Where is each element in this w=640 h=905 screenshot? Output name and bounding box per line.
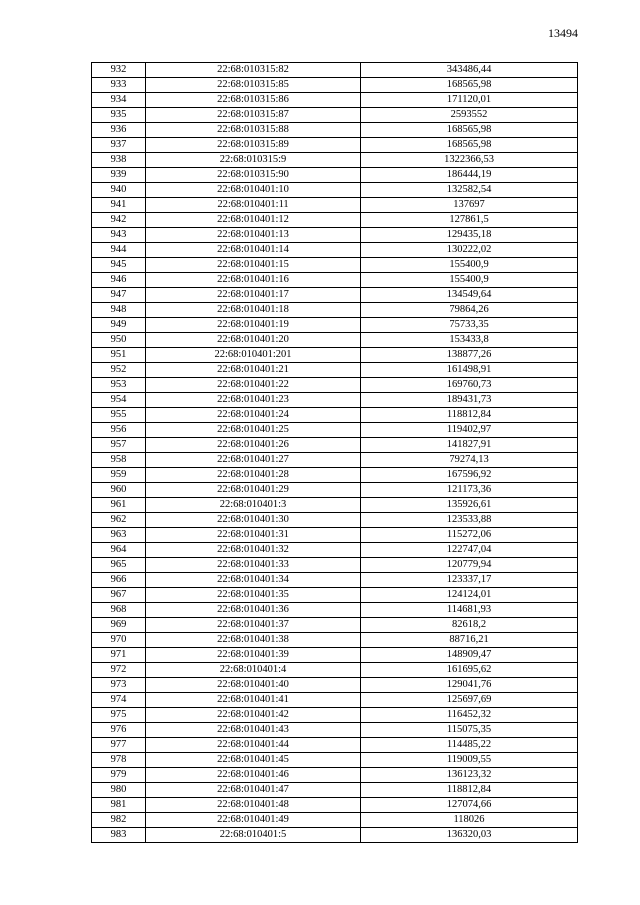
row-number-cell: 936 (92, 123, 146, 138)
cadastral-value-cell: 148909,47 (361, 648, 578, 663)
cadastral-value-cell: 130222,02 (361, 243, 578, 258)
cadastral-number-cell: 22:68:010401:24 (146, 408, 361, 423)
cadastral-value-cell: 88716,21 (361, 633, 578, 648)
row-number-cell: 973 (92, 678, 146, 693)
row-number-cell: 951 (92, 348, 146, 363)
table-row (92, 708, 578, 723)
table-row (92, 318, 578, 333)
row-number-cell: 963 (92, 528, 146, 543)
cadastral-value-cell: 121173,36 (361, 483, 578, 498)
cadastral-number-cell: 22:68:010401:45 (146, 753, 361, 768)
table-row (92, 753, 578, 768)
cadastral-value-cell: 82618,2 (361, 618, 578, 633)
table-row (92, 828, 578, 843)
cadastral-value-cell: 136320,03 (361, 828, 578, 843)
table-row (92, 678, 578, 693)
cadastral-value-cell: 153433,8 (361, 333, 578, 348)
row-number-cell: 944 (92, 243, 146, 258)
row-number-cell: 960 (92, 483, 146, 498)
table-row (92, 408, 578, 423)
table-row (92, 78, 578, 93)
table-row (92, 633, 578, 648)
cadastral-value-cell: 129435,18 (361, 228, 578, 243)
row-number-cell: 975 (92, 708, 146, 723)
row-number-cell: 933 (92, 78, 146, 93)
row-number-cell: 941 (92, 198, 146, 213)
cadastral-value-cell: 167596,92 (361, 468, 578, 483)
cadastral-value-cell: 123533,88 (361, 513, 578, 528)
cadastral-value-cell: 155400,9 (361, 258, 578, 273)
cadastral-value-cell: 127861,5 (361, 213, 578, 228)
cadastral-number-cell: 22:68:010401:16 (146, 273, 361, 288)
cadastral-value-cell: 161695,62 (361, 663, 578, 678)
cadastral-value-cell: 119402,97 (361, 423, 578, 438)
row-number-cell: 946 (92, 273, 146, 288)
cadastral-value-cell: 127074,66 (361, 798, 578, 813)
cadastral-number-cell: 22:68:010401:17 (146, 288, 361, 303)
row-number-cell: 978 (92, 753, 146, 768)
table-row (92, 798, 578, 813)
cadastral-value-cell: 132582,54 (361, 183, 578, 198)
row-number-cell: 954 (92, 393, 146, 408)
cadastral-value-cell: 134549,64 (361, 288, 578, 303)
table-row (92, 138, 578, 153)
row-number-cell: 937 (92, 138, 146, 153)
cadastral-number-cell: 22:68:010315:87 (146, 108, 361, 123)
table-row (92, 183, 578, 198)
table-row (92, 378, 578, 393)
cadastral-value-cell: 125697,69 (361, 693, 578, 708)
page-number: 13494 (548, 26, 578, 40)
cadastral-value-cell: 129041,76 (361, 678, 578, 693)
row-number-cell: 983 (92, 828, 146, 843)
cadastral-number-cell: 22:68:010401:28 (146, 468, 361, 483)
table-row (92, 438, 578, 453)
table-row (92, 648, 578, 663)
cadastral-number-cell: 22:68:010315:86 (146, 93, 361, 108)
cadastral-value-cell: 1322366,53 (361, 153, 578, 168)
row-number-cell: 970 (92, 633, 146, 648)
cadastral-value-cell: 171120,01 (361, 93, 578, 108)
row-number-cell: 971 (92, 648, 146, 663)
cadastral-number-cell: 22:68:010401:27 (146, 453, 361, 468)
table-row (92, 348, 578, 363)
table-row (92, 243, 578, 258)
cadastral-value-cell: 186444,19 (361, 168, 578, 183)
table-row (92, 513, 578, 528)
row-number-cell: 959 (92, 468, 146, 483)
row-number-cell: 977 (92, 738, 146, 753)
cadastral-number-cell: 22:68:010401:18 (146, 303, 361, 318)
table-row (92, 213, 578, 228)
table-row (92, 813, 578, 828)
cadastral-number-cell: 22:68:010401:201 (146, 348, 361, 363)
cadastral-number-cell: 22:68:010401:48 (146, 798, 361, 813)
cadastral-number-cell: 22:68:010401:30 (146, 513, 361, 528)
cadastral-number-cell: 22:68:010401:44 (146, 738, 361, 753)
row-number-cell: 945 (92, 258, 146, 273)
cadastral-value-cell: 124124,01 (361, 588, 578, 603)
row-number-cell: 967 (92, 588, 146, 603)
table-row (92, 723, 578, 738)
row-number-cell: 947 (92, 288, 146, 303)
cadastral-number-cell: 22:68:010401:32 (146, 543, 361, 558)
cadastral-value-cell: 138877,26 (361, 348, 578, 363)
row-number-cell: 934 (92, 93, 146, 108)
cadastral-value-cell: 79274,13 (361, 453, 578, 468)
table-row (92, 288, 578, 303)
row-number-cell: 965 (92, 558, 146, 573)
table-row (92, 228, 578, 243)
row-number-cell: 962 (92, 513, 146, 528)
cadastral-number-cell: 22:68:010401:43 (146, 723, 361, 738)
table-row (92, 558, 578, 573)
cadastral-number-cell: 22:68:010315:90 (146, 168, 361, 183)
row-number-cell: 939 (92, 168, 146, 183)
cadastral-number-cell: 22:68:010401:29 (146, 483, 361, 498)
table-row (92, 258, 578, 273)
cadastral-number-cell: 22:68:010401:33 (146, 558, 361, 573)
row-number-cell: 968 (92, 603, 146, 618)
row-number-cell: 969 (92, 618, 146, 633)
cadastral-value-cell: 118812,84 (361, 408, 578, 423)
cadastral-number-cell: 22:68:010401:11 (146, 198, 361, 213)
cadastral-number-cell: 22:68:010401:14 (146, 243, 361, 258)
cadastral-number-cell: 22:68:010401:19 (146, 318, 361, 333)
cadastral-value-cell: 137697 (361, 198, 578, 213)
row-number-cell: 950 (92, 333, 146, 348)
cadastral-value-cell: 169760,73 (361, 378, 578, 393)
table-row (92, 363, 578, 378)
row-number-cell: 953 (92, 378, 146, 393)
row-number-cell: 958 (92, 453, 146, 468)
cadastral-value-cell: 116452,32 (361, 708, 578, 723)
row-number-cell: 966 (92, 573, 146, 588)
table-row (92, 423, 578, 438)
table-row (92, 663, 578, 678)
cadastral-number-cell: 22:68:010401:46 (146, 768, 361, 783)
row-number-cell: 972 (92, 663, 146, 678)
cadastral-number-cell: 22:68:010315:82 (146, 63, 361, 78)
cadastral-number-cell: 22:68:010401:21 (146, 363, 361, 378)
row-number-cell: 955 (92, 408, 146, 423)
cadastral-number-cell: 22:68:010401:40 (146, 678, 361, 693)
table-row (92, 108, 578, 123)
cadastral-number-cell: 22:68:010401:36 (146, 603, 361, 618)
table-row (92, 63, 578, 78)
table-body (92, 63, 578, 843)
row-number-cell: 952 (92, 363, 146, 378)
cadastral-number-cell: 22:68:010401:31 (146, 528, 361, 543)
cadastral-value-cell: 119009,55 (361, 753, 578, 768)
cadastral-number-cell: 22:68:010401:23 (146, 393, 361, 408)
row-number-cell: 938 (92, 153, 146, 168)
cadastral-value-cell: 161498,91 (361, 363, 578, 378)
table-row (92, 528, 578, 543)
row-number-cell: 981 (92, 798, 146, 813)
cadastral-number-cell: 22:68:010401:37 (146, 618, 361, 633)
table-row (92, 768, 578, 783)
row-number-cell: 961 (92, 498, 146, 513)
table-row (92, 303, 578, 318)
cadastral-value-cell: 114485,22 (361, 738, 578, 753)
cadastral-value-cell: 2593552 (361, 108, 578, 123)
table-row (92, 123, 578, 138)
cadastral-value-cell: 141827,91 (361, 438, 578, 453)
cadastral-value-cell: 115075,35 (361, 723, 578, 738)
row-number-cell: 964 (92, 543, 146, 558)
cadastral-number-cell: 22:68:010401:10 (146, 183, 361, 198)
cadastral-number-cell: 22:68:010401:39 (146, 648, 361, 663)
row-number-cell: 948 (92, 303, 146, 318)
table-row (92, 93, 578, 108)
cadastral-number-cell: 22:68:010401:15 (146, 258, 361, 273)
cadastral-number-cell: 22:68:010401:22 (146, 378, 361, 393)
table-row (92, 468, 578, 483)
cadastral-number-cell: 22:68:010401:34 (146, 573, 361, 588)
row-number-cell: 940 (92, 183, 146, 198)
table-row (92, 453, 578, 468)
table-row (92, 573, 578, 588)
table-row (92, 168, 578, 183)
cadastral-number-cell: 22:68:010401:26 (146, 438, 361, 453)
cadastral-number-cell: 22:68:010401:47 (146, 783, 361, 798)
table-row (92, 498, 578, 513)
cadastral-value-cell: 118812,84 (361, 783, 578, 798)
table-row (92, 393, 578, 408)
table-row (92, 618, 578, 633)
row-number-cell: 942 (92, 213, 146, 228)
cadastral-number-cell: 22:68:010315:89 (146, 138, 361, 153)
table-row (92, 543, 578, 558)
cadastral-value-cell: 123337,17 (361, 573, 578, 588)
row-number-cell: 982 (92, 813, 146, 828)
row-number-cell: 956 (92, 423, 146, 438)
cadastral-number-cell: 22:68:010401:35 (146, 588, 361, 603)
cadastral-value-cell: 118026 (361, 813, 578, 828)
cadastral-value-cell: 343486,44 (361, 63, 578, 78)
row-number-cell: 949 (92, 318, 146, 333)
cadastral-value-cell: 79864,26 (361, 303, 578, 318)
cadastral-value-cell: 155400,9 (361, 273, 578, 288)
row-number-cell: 932 (92, 63, 146, 78)
row-number-cell: 979 (92, 768, 146, 783)
cadastral-number-cell: 22:68:010401:49 (146, 813, 361, 828)
cadastral-number-cell: 22:68:010315:88 (146, 123, 361, 138)
cadastral-value-cell: 168565,98 (361, 78, 578, 93)
table-row (92, 693, 578, 708)
cadastral-number-cell: 22:68:010401:5 (146, 828, 361, 843)
cadastral-number-cell: 22:68:010401:25 (146, 423, 361, 438)
row-number-cell: 974 (92, 693, 146, 708)
cadastral-value-cell: 122747,04 (361, 543, 578, 558)
cadastral-number-cell: 22:68:010401:38 (146, 633, 361, 648)
cadastral-value-cell: 75733,35 (361, 318, 578, 333)
table-row (92, 483, 578, 498)
cadastral-number-cell: 22:68:010401:42 (146, 708, 361, 723)
cadastral-value-cell: 189431,73 (361, 393, 578, 408)
cadastral-number-cell: 22:68:010401:3 (146, 498, 361, 513)
cadastral-value-cell: 135926,61 (361, 498, 578, 513)
cadastral-value-cell: 115272,06 (361, 528, 578, 543)
cadastral-value-table (91, 62, 578, 843)
cadastral-value-cell: 120779,94 (361, 558, 578, 573)
cadastral-value-cell: 136123,32 (361, 768, 578, 783)
table-row (92, 603, 578, 618)
cadastral-number-cell: 22:68:010401:20 (146, 333, 361, 348)
cadastral-number-cell: 22:68:010401:13 (146, 228, 361, 243)
cadastral-value-cell: 114681,93 (361, 603, 578, 618)
cadastral-value-cell: 168565,98 (361, 123, 578, 138)
row-number-cell: 943 (92, 228, 146, 243)
table-row (92, 333, 578, 348)
row-number-cell: 957 (92, 438, 146, 453)
cadastral-value-cell: 168565,98 (361, 138, 578, 153)
cadastral-number-cell: 22:68:010401:4 (146, 663, 361, 678)
row-number-cell: 976 (92, 723, 146, 738)
cadastral-number-cell: 22:68:010401:12 (146, 213, 361, 228)
cadastral-number-cell: 22:68:010315:85 (146, 78, 361, 93)
cadastral-number-cell: 22:68:010315:9 (146, 153, 361, 168)
table-row (92, 783, 578, 798)
cadastral-number-cell: 22:68:010401:41 (146, 693, 361, 708)
table-row (92, 198, 578, 213)
table-row (92, 273, 578, 288)
row-number-cell: 980 (92, 783, 146, 798)
row-number-cell: 935 (92, 108, 146, 123)
table-row (92, 738, 578, 753)
table-row (92, 153, 578, 168)
table-row (92, 588, 578, 603)
